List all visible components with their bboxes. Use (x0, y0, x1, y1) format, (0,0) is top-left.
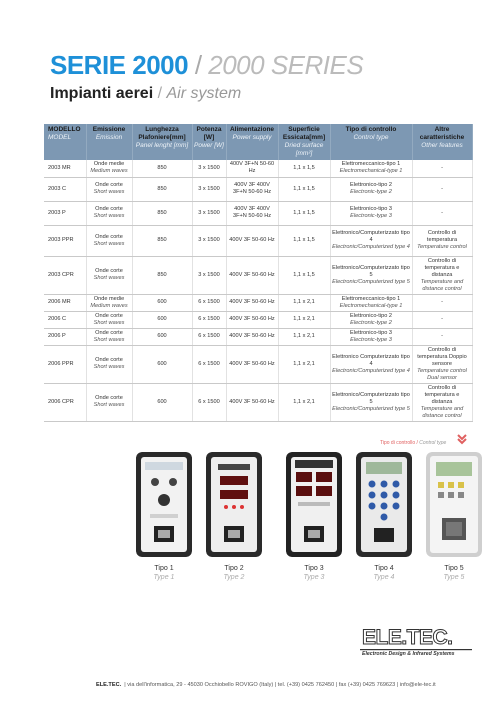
table-row (44, 383, 472, 421)
cell-power: 6 x 1500 (192, 345, 226, 383)
cell-length: 850 (132, 177, 192, 201)
page-subtitle (50, 84, 470, 104)
table-row (44, 256, 472, 294)
cell-surface: 1,1 x 1,5 (278, 177, 330, 201)
cell-control: Elettronico-tipo 2 Electronic-type 2 (330, 177, 412, 201)
cell-length: 600 (132, 311, 192, 328)
cell-surface: 1,1 x 1,5 (278, 201, 330, 225)
subtitle-english: Air system (166, 85, 242, 102)
table-row (44, 201, 472, 225)
cell-supply: 400V 3F 50-60 Hz (226, 345, 278, 383)
cell-supply: 400V 3F 50-60 Hz (226, 225, 278, 256)
cell-control: Elettronico/Computerizzato tipo 4 Electronic/Computerized type 4 (330, 225, 412, 256)
cell-other: - (412, 311, 472, 328)
cell-control: Elettronico-tipo 3 Electronic-type 3 (330, 328, 412, 345)
cell-other: - (412, 294, 472, 311)
cell-supply: 400V 3F 50-60 Hz (226, 311, 278, 328)
cell-supply: 400V 3F 50-60 Hz (226, 294, 278, 311)
keypad-panel-icon (356, 452, 412, 557)
footer-brand: ELE.TEC. (96, 682, 122, 688)
table-row (44, 160, 472, 177)
cell-power: 3 x 1500 (192, 225, 226, 256)
cell-model: 2003 P (44, 201, 86, 225)
page-title (50, 50, 470, 80)
cell-power: 3 x 1500 (192, 177, 226, 201)
cell-surface: 1,1 x 2,1 (278, 294, 330, 311)
table-header-row (44, 124, 472, 160)
red-arrow-icon (456, 433, 468, 445)
cell-emission: Onde corte Short waves (86, 256, 132, 294)
cell-surface: 1,1 x 2,1 (278, 328, 330, 345)
cell-other: Controllo di temperatura Temperature control (412, 225, 472, 256)
cell-other: Controllo di temperatura Doppio sensore Temperature control Dual sensor (412, 345, 472, 383)
table-row (44, 311, 472, 328)
cell-control: Elettronico-tipo 3 Electronic-type 3 (330, 201, 412, 225)
panel-label-type-4: Tipo 4 Type 4 (373, 565, 395, 581)
cell-power: 3 x 1500 (192, 201, 226, 225)
lcd-panel-icon (426, 452, 482, 557)
cell-emission: Onde corte Short waves (86, 201, 132, 225)
cell-surface: 1,1 x 1,5 (278, 225, 330, 256)
control-type-note: Tipo di controllo / Control type (380, 440, 447, 446)
table-row (44, 294, 472, 311)
cell-emission: Onde corte Short waves (86, 225, 132, 256)
cell-supply: 400V 3F 50-60 Hz (226, 256, 278, 294)
cell-control: Elettromeccanico-tipo 1 Electromechanical-type 1 (330, 160, 412, 177)
cell-power: 3 x 1500 (192, 256, 226, 294)
cell-emission: Onde corte Short waves (86, 311, 132, 328)
digital-panel-icon (206, 452, 262, 557)
cell-other: Controllo di temperatura e distanza Temperature and distance control (412, 256, 472, 294)
cell-model: 2006 PPR (44, 345, 86, 383)
cell-emission: Onde corte Short waves (86, 383, 132, 421)
cell-power: 3 x 1500 (192, 160, 226, 177)
footer (96, 682, 436, 688)
cell-supply: 400V 3F+N 50-60 Hz (226, 160, 278, 177)
cell-power: 6 x 1500 (192, 294, 226, 311)
header-length: Lunghezza Plafoniere[mm] Panel lenght [mm] (132, 124, 192, 160)
title-english: 2000 SERIES (208, 50, 364, 80)
cell-model: 2006 CPR (44, 383, 86, 421)
cell-model: 2003 C (44, 177, 86, 201)
cell-other: - (412, 201, 472, 225)
header-model: MODELLO MODEL (44, 124, 86, 160)
cell-model: 2003 PPR (44, 225, 86, 256)
logo-tagline: Electronic Design & Infrared Systems (362, 651, 455, 657)
cell-emission: Onde corte Short waves (86, 345, 132, 383)
cell-power: 6 x 1500 (192, 311, 226, 328)
cell-power: 6 x 1500 (192, 328, 226, 345)
cell-supply: 400V 3F 50-60 Hz (226, 328, 278, 345)
table-row (44, 328, 472, 345)
spec-table (44, 124, 473, 422)
cell-control: Elettronico-tipo 2 Electronic-type 2 (330, 311, 412, 328)
cell-surface: 1,1 x 1,5 (278, 256, 330, 294)
cell-model: 2006 MR (44, 294, 86, 311)
header-supply: Alimentazione Power supply (226, 124, 278, 160)
cell-length: 600 (132, 294, 192, 311)
company-logo: ELE.TEC. (362, 626, 453, 649)
cell-emission: Onde medie Medium waves (86, 294, 132, 311)
cell-model: 2003 MR (44, 160, 86, 177)
cell-length: 850 (132, 225, 192, 256)
cell-model: 2006 P (44, 328, 86, 345)
cell-control: Elettronico/Computerizzato tipo 5 Electronic/Computerized type 5 (330, 256, 412, 294)
control-panels (0, 452, 500, 602)
cell-length: 850 (132, 201, 192, 225)
cell-control: Elettromeccanico-tipo 1 Electromechanical-type 1 (330, 294, 412, 311)
panel-label-type-2: Tipo 2 Type 2 (223, 565, 245, 581)
footer-contact: | via dell'informatica, 29 - 45030 Occhiobello ROVIGO (Italy) | tel. (+39) 0425 762450 | fax (+39) 0425 769623 | info@ele-tec.it (124, 682, 436, 688)
cell-other: - (412, 328, 472, 345)
cell-length: 850 (132, 256, 192, 294)
header-power: Potenza [W] Power [W] (192, 124, 226, 160)
cell-supply: 400V 3F 400V 3F+N 50-60 Hz (226, 177, 278, 201)
cell-control: Elettronico/Computerizzato tipo 5 Electronic/Computerized type 5 (330, 383, 412, 421)
cell-other: - (412, 160, 472, 177)
display-panel-icon (286, 452, 342, 557)
cell-other: Controllo di temperatura e distanza Temperature and distance control (412, 383, 472, 421)
table-row (44, 225, 472, 256)
table-row (44, 177, 472, 201)
header-emission: Emissione Emission (86, 124, 132, 160)
header-control: Tipo di controllo Control type (330, 124, 412, 160)
title-block (50, 50, 470, 104)
cell-supply: 400V 3F 50-60 Hz (226, 383, 278, 421)
panel-label-type-1: Tipo 1 Type 1 (153, 565, 175, 581)
subtitle-separator: / (153, 85, 167, 102)
cell-supply: 400V 3F 400V 3F+N 50-60 Hz (226, 201, 278, 225)
header-surface: Superficie Essicata[mm] Dried surface [mm²] (278, 124, 330, 160)
cell-length: 600 (132, 383, 192, 421)
cell-surface: 1,1 x 2,1 (278, 345, 330, 383)
knob-panel-icon (136, 452, 192, 557)
table-row (44, 345, 472, 383)
panel-label-type-5: Tipo 5 Type 5 (443, 565, 465, 581)
cell-emission: Onde corte Short waves (86, 328, 132, 345)
cell-power: 6 x 1500 (192, 383, 226, 421)
cell-other: - (412, 177, 472, 201)
header-other: Altre caratteristiche Other features (412, 124, 472, 160)
cell-model: 2003 CPR (44, 256, 86, 294)
cell-surface: 1,1 x 2,1 (278, 383, 330, 421)
title-italian: SERIE 2000 (50, 50, 189, 80)
title-separator: / (188, 50, 209, 80)
subtitle-italian: Impianti aerei (50, 85, 154, 102)
cell-control: Elettronico Computerizzato tipo 4 Electronic/Computerized type 4 (330, 345, 412, 383)
cell-length: 600 (132, 345, 192, 383)
cell-surface: 1,1 x 2,1 (278, 311, 330, 328)
panel-label-type-3: Tipo 3 Type 3 (303, 565, 325, 581)
cell-emission: Onde medie Medium waves (86, 160, 132, 177)
cell-surface: 1,1 x 1,5 (278, 160, 330, 177)
cell-length: 600 (132, 328, 192, 345)
cell-model: 2006 C (44, 311, 86, 328)
cell-length: 850 (132, 160, 192, 177)
cell-emission: Onde corte Short waves (86, 177, 132, 201)
